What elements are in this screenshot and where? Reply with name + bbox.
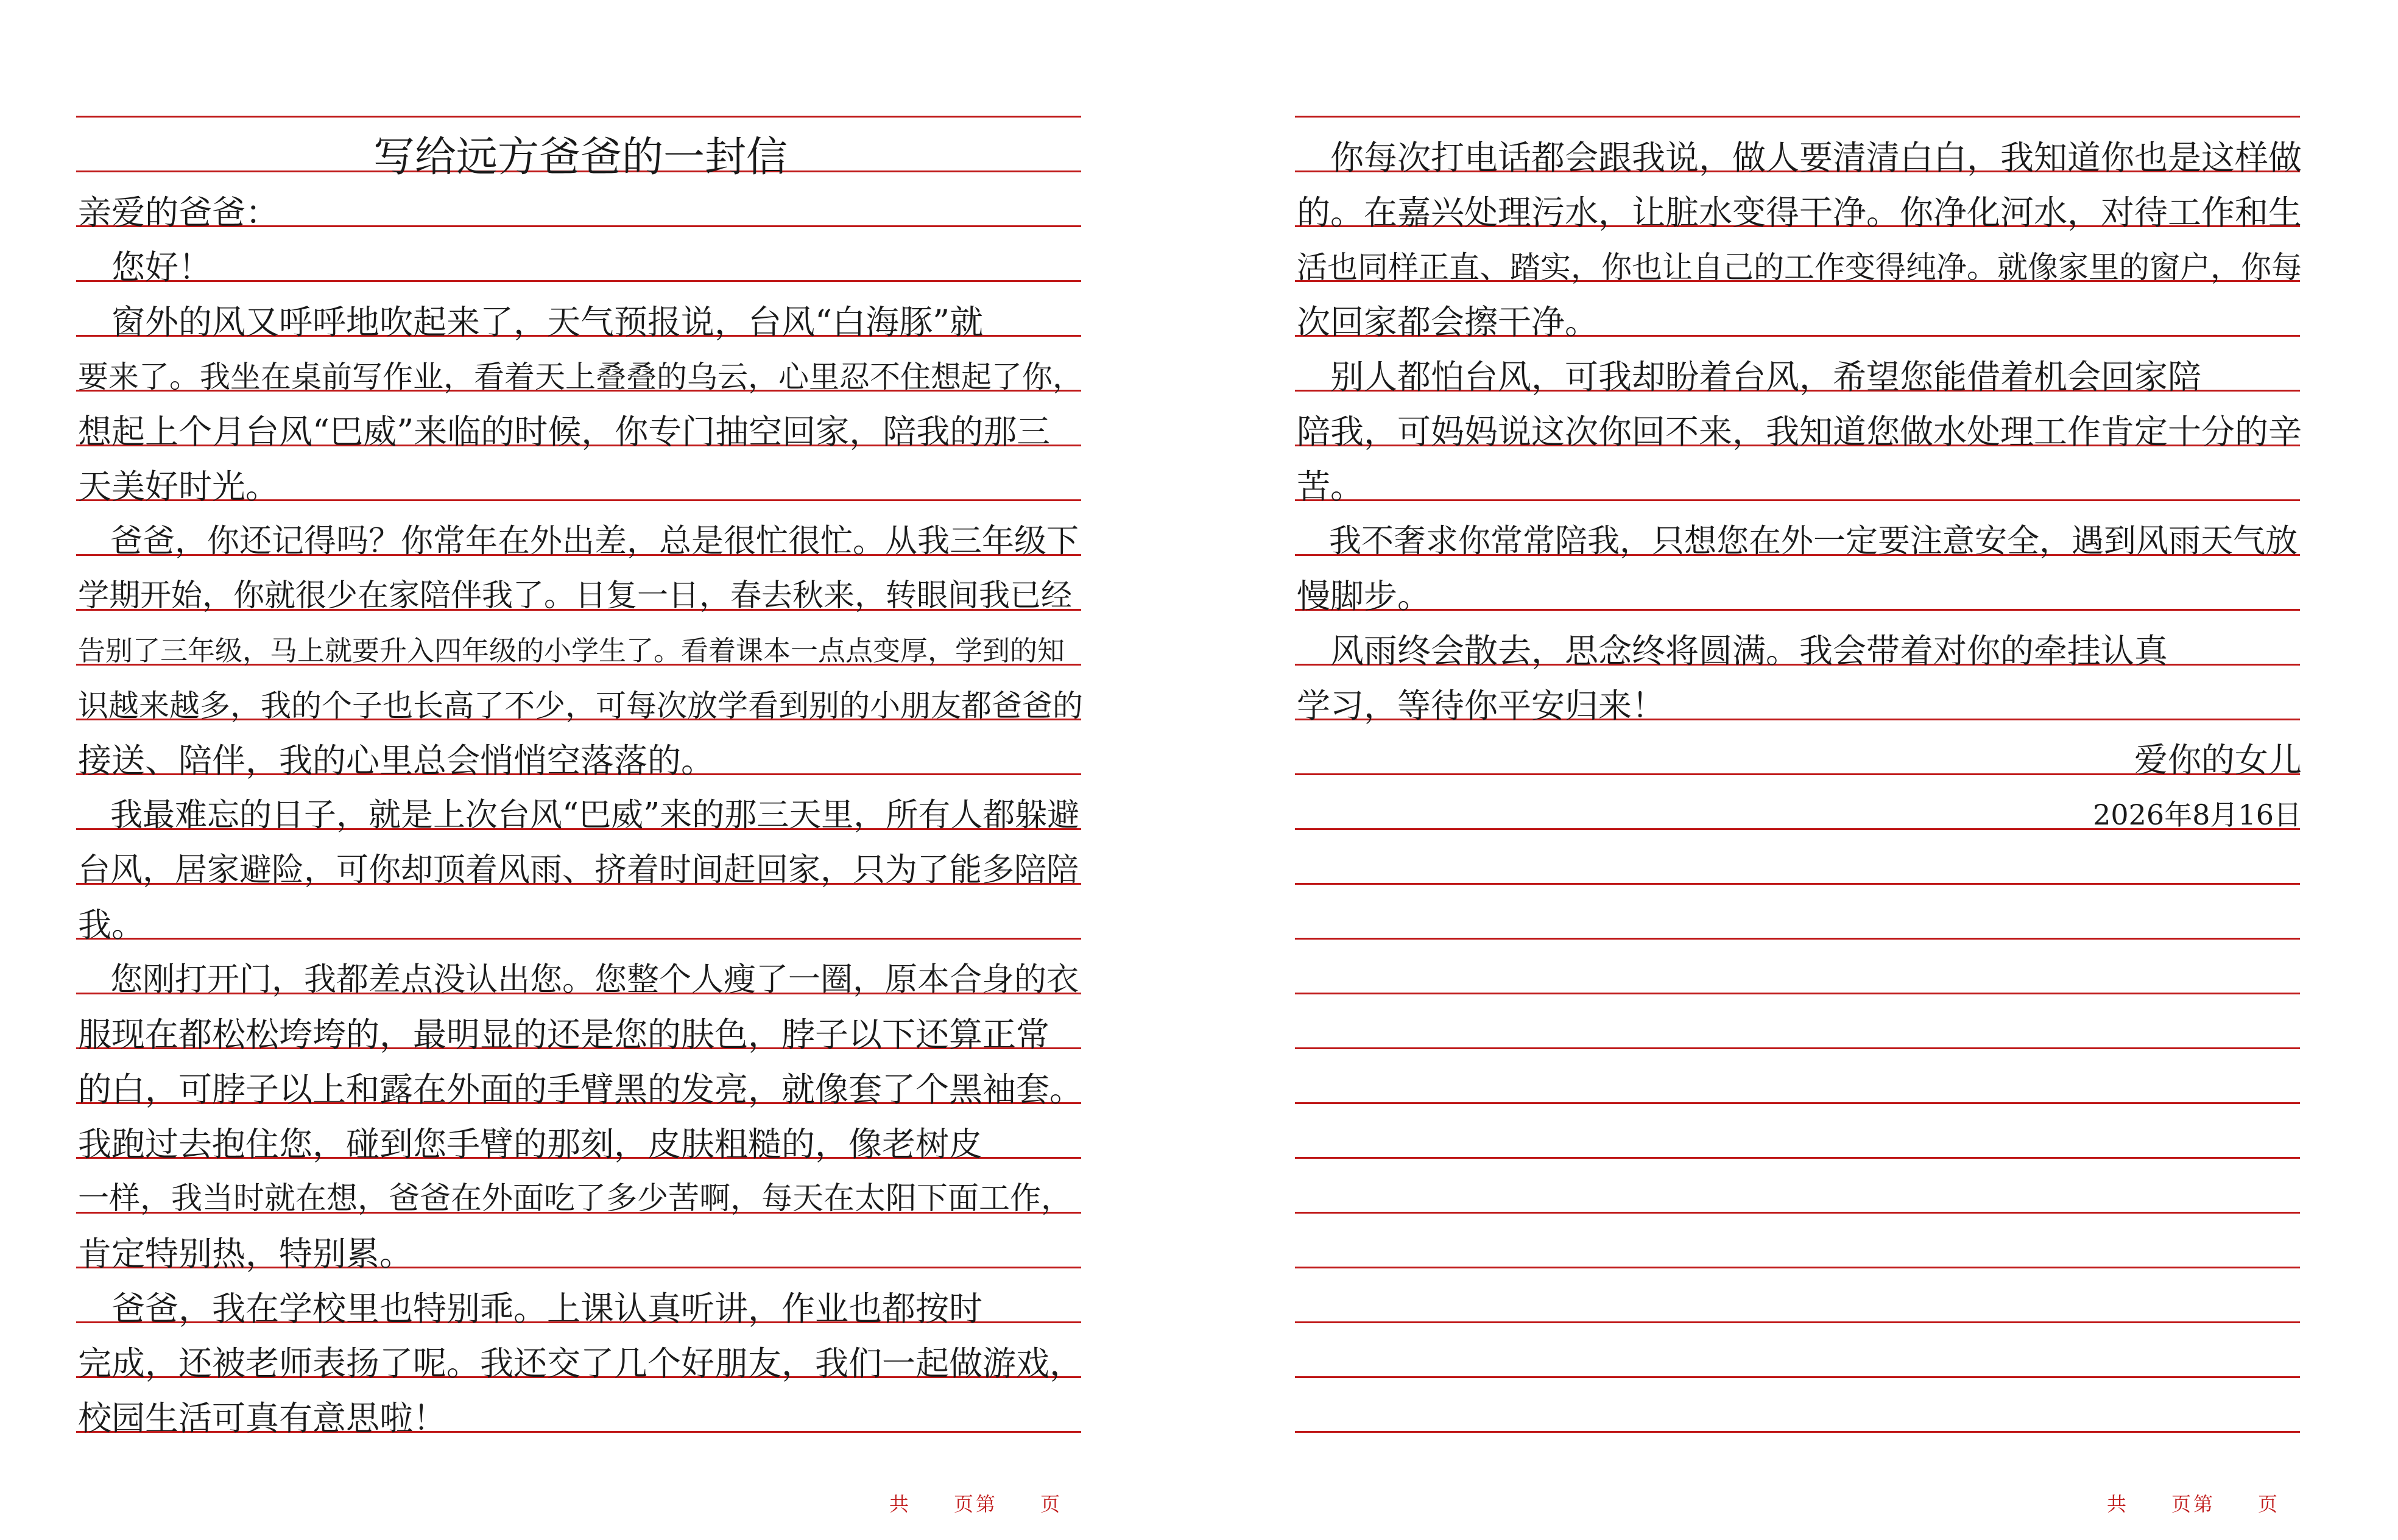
- letter-date: 2026年8月16日: [2093, 798, 2302, 831]
- footer-total-label: 共: [889, 1493, 912, 1516]
- footer-page-label: 页第: [2171, 1493, 2216, 1516]
- letter-line: 亲爱的爸爸：: [78, 193, 280, 232]
- letter-page-2: [1199, 0, 2398, 1540]
- footer-page-label: 页第: [954, 1493, 998, 1516]
- letter-line: 的白，可脖子以上和露在外面的手臂黑的发亮，就像套了个黑袖套。: [78, 1070, 1084, 1109]
- footer-end-label: 页: [1040, 1493, 1063, 1516]
- letter-line: 学期开始，你就很少在家陪伴我了。日复一日，春去秋来，转眼间我已经: [78, 578, 1073, 614]
- letter-line: 风雨终会散去，思念终将圆满。我会带着对你的牵挂认真: [1297, 631, 2168, 670]
- letter-line: 活也同样正直、踏实，你也让自己的工作变得纯净。就像家里的窗户，你每: [1297, 250, 2302, 285]
- footer-total-label: 共: [2107, 1493, 2129, 1516]
- letter-line: 想起上个月台风“巴威”来临的时候，你专门抽空回家，陪我的那三: [78, 412, 1051, 451]
- letter-title: 写给远方爸爸的一封信: [373, 133, 788, 181]
- letter-line: 您刚打开门，我都差点没认出您。您整个人瘦了一圈，原本合身的衣: [78, 961, 1079, 998]
- letter-line: 识越来越多，我的个子也长高了不少，可每次放学看到别的小朋友都爸爸的: [78, 688, 1083, 723]
- letter-line: 次回家都会擦干净。: [1297, 303, 1599, 342]
- letter-line: 一样，我当时就在想，爸爸在外面吃了多少苦啊，每天在太阳下面工作，: [78, 1181, 1073, 1217]
- letter-line: 天美好时光。: [78, 467, 280, 506]
- letter-line: 要来了。我坐在桌前写作业，看着天上叠叠的乌云，心里忍不住想起了你，: [78, 359, 1083, 395]
- signature: 爱你的女儿: [2134, 740, 2302, 779]
- letter-line: 学习，等待你平安归来！: [1297, 686, 1666, 725]
- page-footer: [2107, 1489, 2280, 1517]
- page-footer: [889, 1489, 1062, 1517]
- letter-line: 告别了三年级，马上就要升入四年级的小学生了。看着课本一点点变厚，学到的知: [78, 635, 1065, 667]
- letter-line: 我。: [78, 905, 146, 944]
- letter-line: 肯定特别热，特别累。: [78, 1234, 414, 1273]
- letter-line: 我跑过去抱住您，碰到您手臂的那刻，皮肤粗糙的，像老树皮: [78, 1125, 983, 1164]
- letter-line: 你每次打电话都会跟我说，做人要清清白白，我知道你也是这样做: [1297, 138, 2302, 177]
- letter-line: 完成，还被老师表扬了呢。我还交了几个好朋友，我们一起做游戏，: [78, 1344, 1084, 1383]
- letter-line: 苦。: [1297, 467, 1364, 506]
- letter-line: 陪我，可妈妈说这次你回不来，我知道您做水处理工作肯定十分的辛: [1297, 412, 2302, 451]
- letter-line: 我最难忘的日子，就是上次台风“巴威”来的那三天里，所有人都躲避: [78, 796, 1080, 834]
- letter-line: 您好！: [78, 248, 213, 287]
- letter-line: 服现在都松松垮垮的，最明显的还是您的肤色，脖子以下还算正常: [78, 1015, 1050, 1054]
- letter-line: 接送、陪伴，我的心里总会悄悄空落落的。: [78, 741, 715, 780]
- letter-line: 别人都怕台风，可我却盼着台风，希望您能借着机会回家陪: [1297, 357, 2202, 396]
- letter-line: 校园生活可真有意思啦！: [78, 1399, 447, 1438]
- letter-line: 台风，居家避险，可你却顶着风雨、挤着时间赶回家，只为了能多陪陪: [78, 851, 1079, 888]
- page-2-text: [1297, 0, 2302, 1540]
- footer-end-label: 页: [2258, 1493, 2280, 1516]
- letter-line: 爸爸，我在学校里也特别乖。上课认真听讲，作业也都按时: [78, 1289, 983, 1328]
- letter-line: 的。在嘉兴处理污水，让脏水变得干净。你净化河水，对待工作和生: [1297, 193, 2302, 232]
- letter-line: 窗外的风又呼呼地吹起来了，天气预报说，台风“白海豚”就: [78, 303, 984, 342]
- page-1-text: [78, 0, 1083, 1540]
- letter-line: 慢脚步。: [1297, 577, 1431, 616]
- letter-line: 我不奢求你常常陪我，只想您在外一定要注意安全，遇到风雨天气放: [1297, 522, 2297, 560]
- letter-line: 爸爸，你还记得吗？你常年在外出差，总是很忙很忙。从我三年级下: [78, 522, 1079, 560]
